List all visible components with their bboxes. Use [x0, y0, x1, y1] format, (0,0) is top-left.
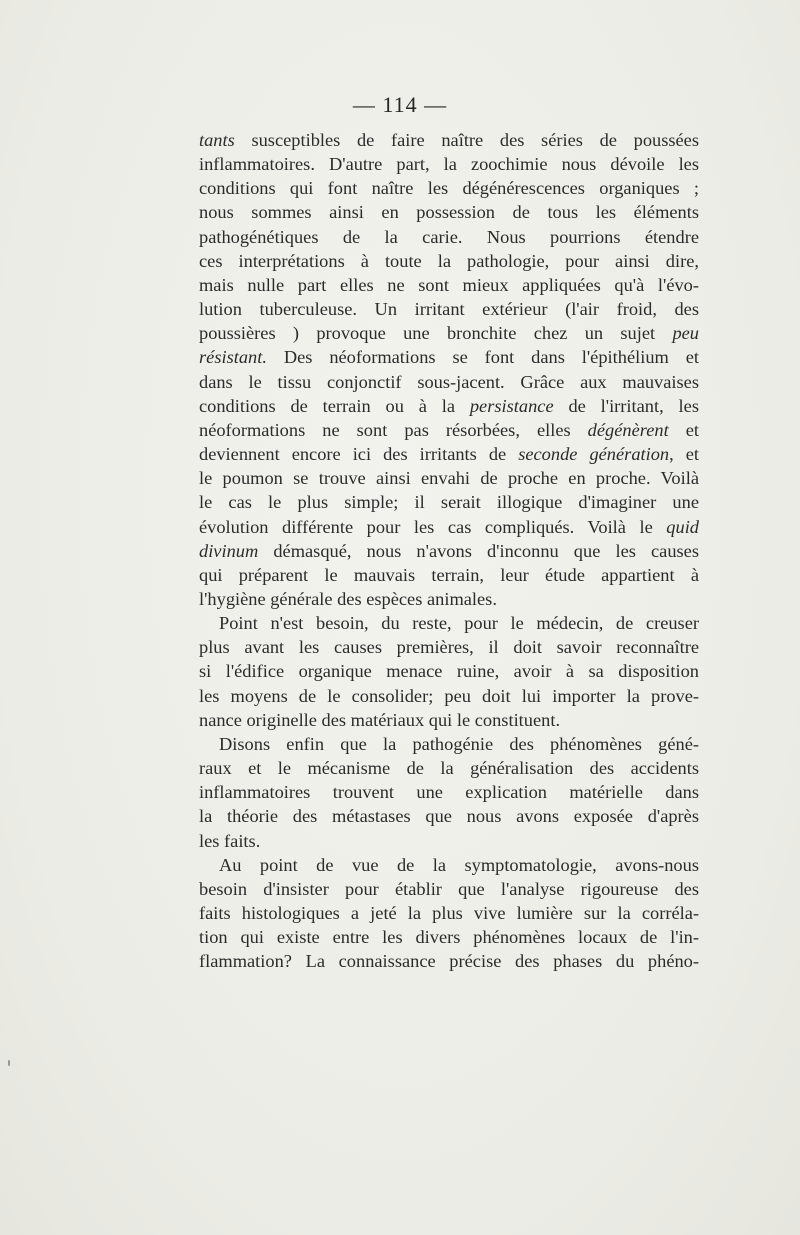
italic-term: divinum — [199, 540, 259, 561]
text-line — [199, 394, 699, 418]
text-line: lution tuberculeuse. Un irritant extérieur (l'air froid, des — [199, 299, 699, 320]
text-line: Au point de vue de la symptomatologie, avons-nous — [219, 854, 699, 875]
italic-term: tants — [199, 130, 235, 150]
text-line: nous sommes ainsi en possession de tous les éléments — [199, 202, 699, 223]
italic-term: quid — [666, 516, 699, 537]
text-line — [199, 128, 699, 152]
text-span: et — [668, 419, 699, 440]
text-span: , et — [669, 444, 700, 465]
text-line: flammation? La connaissance précise des phases du phéno- — [199, 951, 699, 972]
paragraph-4 — [199, 853, 699, 974]
text-span: démasqué, nous n'avons d'inconnu que les causes — [258, 540, 699, 561]
text-line: si l'édifice organique menace ruine, avoir à sa disposition — [199, 661, 699, 682]
text-span: conditions de terrain ou à la — [199, 395, 470, 416]
margin-speck — [8, 1060, 10, 1066]
text-line: inflammatoires trouvent une explication matérielle dans — [199, 782, 699, 803]
text-line — [199, 321, 699, 345]
paragraph-3 — [199, 732, 699, 853]
text-span: Des néoformations se font dans l'épithélium et — [266, 347, 699, 368]
text-line: l'hygiène générale des espèces animales. — [199, 588, 497, 609]
body-text — [199, 128, 699, 973]
text-line: les moyens de le consolider; peu doit lui importer la prove- — [199, 685, 699, 706]
text-line: plus avant les causes premières, il doit savoir reconnaître — [199, 637, 699, 658]
text-line: Point n'est besoin, du reste, pour le médecin, de creuser — [219, 613, 699, 634]
text-line — [199, 418, 699, 442]
paragraph-1 — [199, 128, 699, 611]
page-number: — 114 — — [352, 92, 448, 117]
text-line: conditions qui font naître les dégénérescences organiques ; — [199, 178, 699, 199]
text-line: mais nulle part elles ne sont mieux appliquées qu'à l'évo- — [199, 274, 699, 295]
text-span: néoformations ne sont pas résorbées, elles — [199, 419, 588, 440]
text-line — [199, 539, 699, 563]
text-line: besoin d'insister pour établir que l'analyse rigoureuse des — [199, 878, 699, 899]
text-line: le cas le plus simple; il serait illogique d'imaginer une — [199, 492, 699, 513]
text-span: poussières ) provoque une bronchite chez un sujet — [199, 323, 673, 344]
text-line: ces interprétations à toute la pathologie, pour ainsi dire, — [199, 250, 699, 271]
text-line: les faits. — [199, 830, 261, 851]
text-span: de l'irritant, les — [553, 395, 699, 416]
text-line: nance originelle des matériaux qui le constituent. — [199, 709, 561, 730]
italic-term: résistant. — [199, 347, 267, 368]
italic-term: seconde génération — [518, 444, 670, 465]
text-line: pathogénétiques de la carie. Nous pourrions étendre — [199, 226, 699, 247]
text-line — [199, 442, 699, 466]
italic-term: peu — [672, 323, 699, 344]
text-line: le poumon se trouve ainsi envahi de proche en proche. Voilà — [199, 468, 699, 489]
text-line: faits histologiques a jeté la plus vive lumière sur la corréla- — [199, 903, 699, 923]
text-line — [199, 515, 699, 539]
text-line: la théorie des métastases que nous avons exposée d'après — [199, 806, 699, 827]
text-line: raux et le mécanisme de la généralisation des accidents — [199, 758, 699, 779]
text-line: Disons enfin que la pathogénie des phénomènes géné- — [219, 733, 699, 754]
text-line: inflammatoires. D'autre part, la zoochimie nous dévoile les — [199, 154, 699, 175]
text-line: qui préparent le mauvais terrain, leur étude appartient à — [199, 564, 699, 585]
paragraph-2 — [199, 611, 699, 732]
text-line — [199, 345, 699, 369]
text-line: dans le tissu conjonctif sous-jacent. Grâce aux mauvaises — [199, 371, 699, 392]
text-line: tion qui existe entre les divers phénomènes locaux de l'in- — [199, 927, 699, 948]
text-span: deviennent encore ici des irritants de — [199, 444, 519, 465]
italic-term: dégénèrent — [587, 419, 669, 440]
text-span: susceptibles de faire naître des séries de poussées — [234, 130, 699, 150]
text-span: évolution différente pour les cas compliqués. Voilà le — [199, 516, 667, 537]
italic-term: persistance — [469, 395, 554, 416]
